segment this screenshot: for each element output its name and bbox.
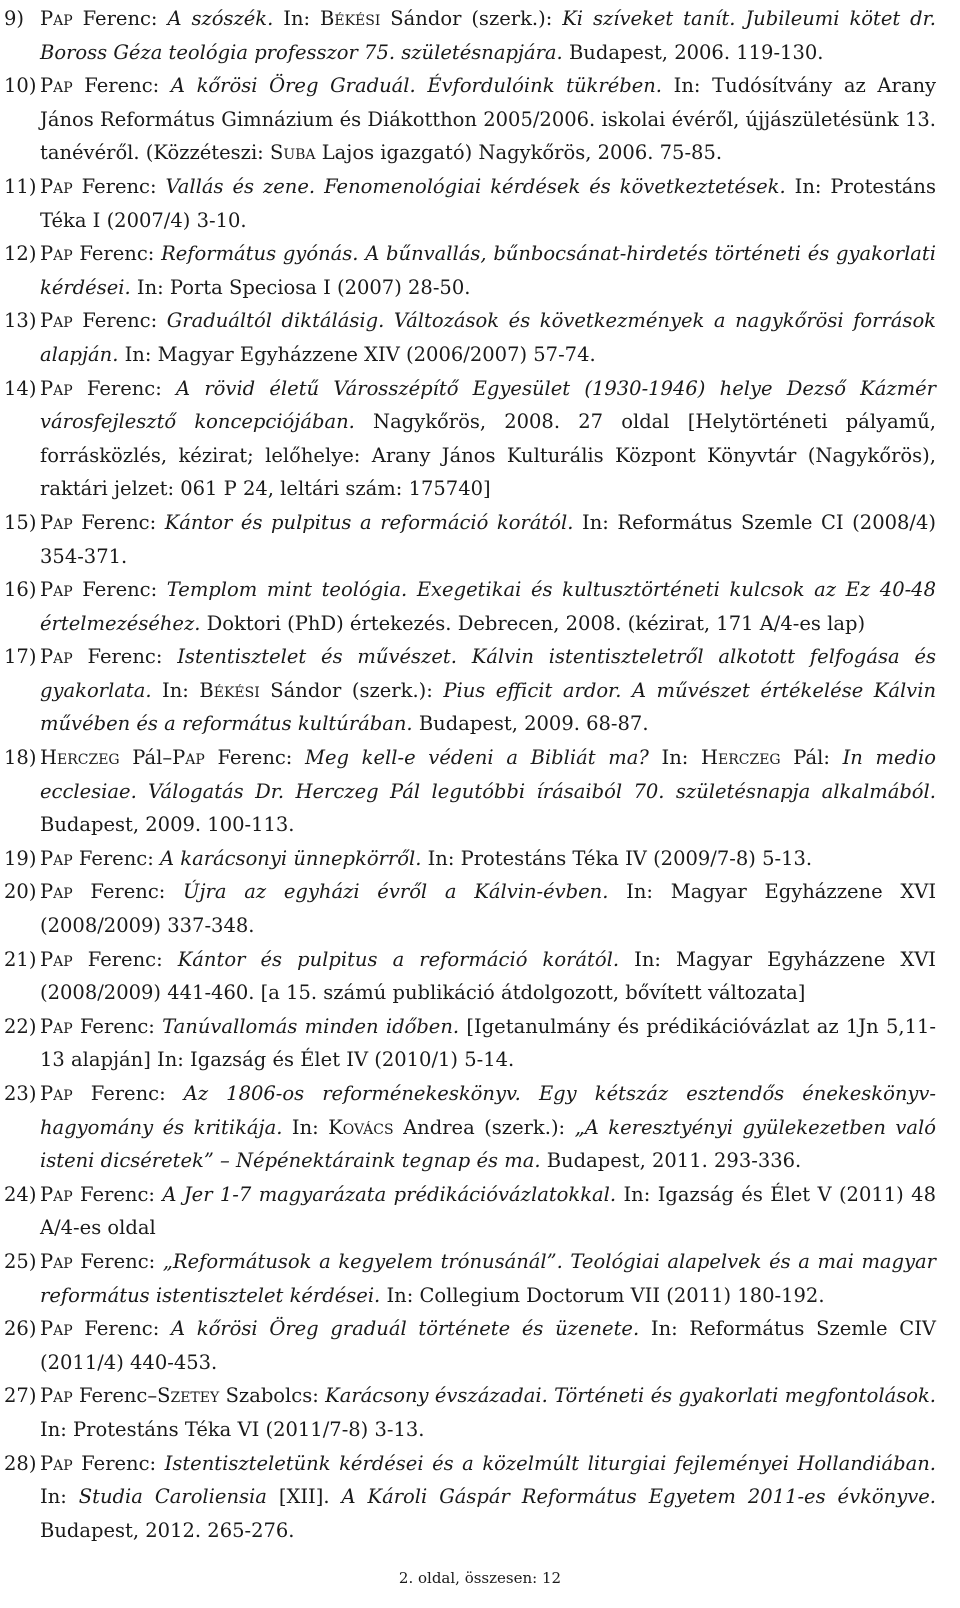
entry-number: 15) — [4, 510, 37, 534]
entry-text: Budapest, 2006. 119-130. — [562, 40, 824, 64]
entry-text: In: Collegium Doctorum VII (2011) 180-192. — [380, 1283, 825, 1307]
entry-title-text: Studia Caroliensia — [78, 1485, 267, 1509]
author-surname: Pap — [40, 510, 73, 534]
entry-title-text: A karácsonyi ünnepkörről. — [159, 846, 422, 870]
entry-text: Ferenc: — [204, 746, 306, 770]
bibliography-entry — [4, 1447, 936, 1548]
author-surname: Pap — [40, 1249, 73, 1273]
entry-text: In: Protestáns Téka VI (2011/7-8) 3-13. — [40, 1417, 425, 1441]
entry-text: Pál: — [780, 746, 843, 770]
author-surname: Pap — [40, 1182, 73, 1206]
entry-title-text: Kántor és pulpitus a reformáció korától. — [177, 947, 620, 971]
bibliography-entry — [4, 1245, 936, 1312]
entry-title-text: Istentisztelet és művészet. Kálvin istentiszteletről alkotott felfogása és gyakorlata. — [40, 645, 936, 702]
author-surname: Pap — [40, 7, 73, 30]
author-surname: Békési — [320, 7, 381, 30]
entry-text: Sándor (szerk.): — [259, 678, 444, 702]
entry-text: Ferenc: — [72, 74, 171, 98]
entry-number: 13) — [4, 309, 37, 333]
entry-text: Sándor (szerk.): — [380, 7, 563, 30]
entry-text: Ferenc: — [72, 1317, 171, 1341]
entry-title-text: Kántor és pulpitus a reformáció korától. — [164, 510, 574, 534]
bibliography-entry — [4, 1077, 936, 1178]
entry-number: 25) — [4, 1249, 37, 1273]
author-surname: Pap — [40, 1384, 73, 1408]
entry-text: Ferenc: — [72, 309, 167, 333]
bibliography-entry — [4, 573, 936, 640]
author-surname: Pap — [40, 880, 73, 904]
author-surname: Pap — [40, 645, 73, 669]
entry-text: In: Magyar Egyházzene XVI (2008/2009) 441-460. [a 15. számú publikáció átdolgozott, bővített változata] — [40, 947, 936, 1005]
entry-text: Ferenc: — [72, 846, 160, 870]
entry-text: Ferenc: — [72, 242, 162, 266]
author-surname: Szetey — [157, 1384, 220, 1408]
entry-text: In: Protestáns Téka I (2007/4) 3-10. — [40, 174, 937, 232]
entry-text: In: Igazság és Élet V (2011) 48 A/4-es oldal — [40, 1182, 936, 1240]
entry-title-text: A kőrösi Öreg graduál története és üzenete. — [170, 1317, 640, 1341]
entry-number: 21) — [4, 947, 37, 971]
entry-number: 23) — [4, 1082, 37, 1105]
bibliography-entry — [4, 1178, 936, 1245]
entry-text: In: — [282, 1115, 329, 1139]
entry-text: Pál– — [119, 746, 173, 770]
entry-title-text: Az 1806-os reforménekeskönyv. Egy kétszáz esztendős énekeskönyv-hagyomány és kritikája. — [40, 1082, 937, 1139]
entry-text: In: Magyar Egyházzene XVI (2008/2009) 337-348. — [40, 880, 937, 938]
entry-title-text: Tanúvallomás minden időben. — [162, 1014, 460, 1038]
bibliography-entry — [4, 640, 936, 741]
entry-text: Andrea (szerk.): — [393, 1115, 575, 1139]
entry-number: 10) — [4, 74, 37, 98]
entry-text: In: — [648, 746, 701, 770]
entry-title-text: Istentiszteletünk kérdései és a közelmúlt liturgiai fejleményei Hollandiában. — [164, 1451, 937, 1475]
entry-text: Budapest, 2009. 100-113. — [40, 813, 295, 837]
entry-number: 24) — [4, 1182, 37, 1206]
author-surname: Pap — [40, 578, 73, 602]
author-surname: Suba — [269, 141, 316, 165]
bibliography-entry — [4, 943, 936, 1010]
author-surname: Békési — [199, 678, 260, 702]
author-surname: Pap — [40, 174, 73, 198]
entry-text: Ferenc– — [72, 1384, 158, 1408]
entry-title-text: Vallás és zene. Fenomenológiai kérdések és következtetések. — [165, 174, 786, 198]
entry-title-text: Templom mint teológia. Exegetikai és kultusztörténeti kulcsok az Ez 40-48 értelmezéséhez. — [40, 578, 936, 635]
entry-text: Budapest, 2011. 293-336. — [540, 1149, 802, 1173]
entry-text: Ferenc: — [72, 7, 168, 30]
author-surname: Pap — [40, 846, 73, 870]
entry-text: Nagykőrös, 2008. 27 oldal [Helytörténeti pályamű, forrásközlés, kézirat; lelőhelye: Arany János Kulturális Központ Könyvtár (Nagykőrös), raktári jelzet: 061 P 24, leltári szám: 175740] — [40, 410, 936, 501]
entry-text: Ferenc: — [72, 1451, 165, 1475]
entry-number: 18) — [4, 746, 37, 770]
entry-number: 9) — [4, 7, 25, 30]
entry-title-text: Ki szíveket tanít. Jubileumi kötet dr. Boross Géza teológia professzor 75. születésnapjára. — [40, 7, 937, 64]
entry-text: In: Református Szemle CIV (2011/4) 440-453. — [40, 1317, 936, 1374]
bibliography-list — [4, 2, 936, 1547]
entry-title-text: Pius efficit ardor. A művészet értékelése Kálvin művében és a református kultúrában. — [40, 678, 936, 736]
entry-title-text: Meg kell-e védeni a Bibliát ma? — [305, 746, 649, 770]
bibliography-entry — [4, 304, 936, 371]
entry-text: Ferenc: — [72, 645, 178, 669]
author-surname: Pap — [40, 74, 73, 98]
entry-number: 28) — [4, 1451, 37, 1475]
entry-text: In: Porta Speciosa I (2007) 28-50. — [130, 275, 471, 299]
entry-text: Ferenc: — [72, 1082, 184, 1105]
entry-title-text: „A keresztyényi gyülekezetben való isteni dicséretek” – Népénektáraink tegnap és ma. — [40, 1115, 936, 1173]
bibliography-entry — [4, 842, 936, 876]
page-footer: 2. oldal, összesen: 12 — [398, 1569, 562, 1587]
bibliography-entry — [4, 741, 936, 842]
entry-title-text: A Jer 1-7 magyarázata prédikációvázlatokkal. — [162, 1182, 617, 1206]
entry-text: Ferenc: — [72, 880, 184, 904]
bibliography-entry — [4, 1312, 936, 1379]
bibliography-entry — [4, 170, 936, 237]
entry-title-text: In medio ecclesiae. Válogatás Dr. Herczeg Pál legutóbbi írásaiból 70. születésnapja alkalmából. — [40, 746, 937, 803]
entry-title-text: A Károli Gáspár Református Egyetem 2011-es évkönyve. — [341, 1485, 936, 1509]
entry-text: In: — [40, 1485, 79, 1509]
entry-number: 22) — [4, 1014, 37, 1038]
bibliography-entry — [4, 372, 936, 506]
author-surname: Herczeg — [701, 746, 781, 770]
entry-text: In: Tudósítvány az Arany János Református Gimnázium és Diákotthon 2005/2006. iskolai évéről, újjászületésünk 13. tanévéről. (Közzéteszi: — [40, 74, 937, 165]
entry-text: In: — [273, 7, 321, 30]
entry-title-text: A kőrösi Öreg Graduál. Évfordulóink tükrében. — [170, 74, 663, 98]
author-surname: Pap — [40, 1317, 73, 1341]
entry-text: Ferenc: — [72, 578, 167, 602]
entry-title-text: Református gyónás. A bűnvallás, bűnbocsánat-hirdetés történeti és gyakorlati kérdései. — [40, 242, 936, 299]
entry-title-text: Karácsony évszázadai. Történeti és gyakorlati megfontolások. — [325, 1384, 936, 1408]
entry-text: Szabolcs: — [219, 1384, 326, 1408]
author-surname: Herczeg — [40, 746, 120, 770]
entry-title-text: A rövid életű Városszépítő Egyesület (1930-1946) helye Dezső Kázmér városfejlesztő koncepciójában. — [40, 376, 937, 434]
entry-title-text: A szószék. — [167, 7, 274, 30]
entry-text: In: Magyar Egyházzene XIV (2006/2007) 57-74. — [118, 342, 596, 366]
entry-text: [Igetanulmány és prédikációvázlat az 1Jn 5,11-13 alapján] In: Igazság és Élet IV (2010/1) 5-14. — [40, 1014, 936, 1072]
author-surname: Pap — [40, 1451, 73, 1475]
entry-number: 27) — [4, 1384, 37, 1408]
entry-title-text: „Reformátusok a kegyelem trónusánál”. Teológiai alapelvek és a mai magyar református istentisztelet kérdései. — [40, 1249, 937, 1307]
author-surname: Pap — [40, 947, 73, 971]
entry-text: In: Protestáns Téka IV (2009/7-8) 5-13. — [421, 846, 813, 870]
bibliography-entry — [4, 875, 936, 942]
bibliography-entry — [4, 1010, 936, 1077]
entry-text: Budapest, 2009. 68-87. — [412, 712, 649, 736]
entry-title-text: Graduáltól diktálásig. Változások és következmények a nagykőrösi források alapján. — [40, 309, 936, 366]
author-surname: Pap — [172, 746, 205, 770]
entry-text: Lajos igazgató) Nagykőrös, 2006. 75-85. — [315, 141, 723, 165]
entry-text: Budapest, 2012. 265-276. — [40, 1518, 295, 1542]
entry-text: Ferenc: — [72, 1014, 163, 1038]
entry-text: [XII]. — [266, 1485, 342, 1509]
entry-text: Ferenc: — [72, 510, 165, 534]
entry-text: Ferenc: — [72, 1249, 163, 1273]
author-surname: Pap — [40, 1014, 73, 1038]
author-surname: Pap — [40, 1082, 73, 1105]
entry-number: 12) — [4, 242, 37, 266]
bibliography-entry — [4, 1379, 936, 1446]
bibliography-entry — [4, 506, 936, 573]
entry-text: Ferenc: — [72, 174, 166, 198]
author-surname: Pap — [40, 376, 73, 400]
bibliography-entry — [4, 2, 936, 69]
entry-number: 19) — [4, 846, 37, 870]
entry-number: 14) — [4, 376, 37, 400]
entry-number: 26) — [4, 1317, 37, 1341]
bibliography-entry — [4, 237, 936, 304]
author-surname: Pap — [40, 242, 73, 266]
entry-number: 20) — [4, 880, 37, 904]
entry-number: 16) — [4, 578, 37, 602]
entry-number: 17) — [4, 645, 37, 669]
entry-text: Ferenc: — [72, 1182, 163, 1206]
bibliography-entry — [4, 69, 936, 170]
author-surname: Pap — [40, 309, 73, 333]
entry-text: In: Református Szemle CI (2008/4) 354-371. — [40, 510, 936, 568]
entry-text: In: — [151, 678, 200, 702]
author-surname: Kovács — [328, 1115, 394, 1139]
entry-number: 11) — [4, 174, 37, 198]
entry-text: Ferenc: — [72, 376, 177, 400]
entry-text: Ferenc: — [72, 947, 178, 971]
entry-title-text: Újra az egyházi évről a Kálvin-évben. — [183, 880, 609, 904]
entry-text: Doktori (PhD) értekezés. Debrecen, 2008. (kézirat, 171 A/4-es lap) — [200, 611, 866, 635]
